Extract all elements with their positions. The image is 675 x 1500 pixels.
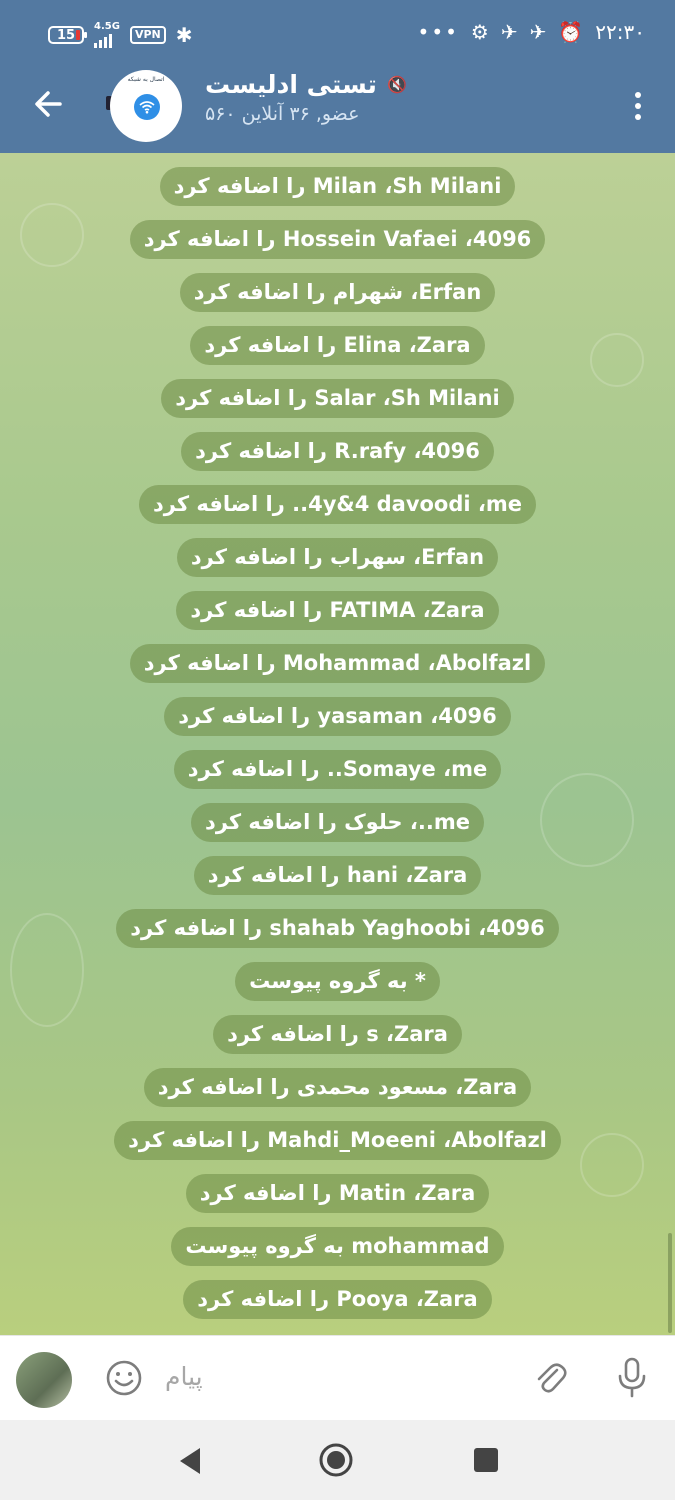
- airplane-icon: ✈: [500, 20, 518, 44]
- system-message[interactable]: Hossein Vafaei ،4096 را اضافه کرد: [130, 220, 546, 259]
- status-bar: [0, 0, 675, 70]
- chat-area[interactable]: [0, 153, 675, 1335]
- battery-icon: [48, 26, 84, 44]
- system-message[interactable]: Zara، مسعود محمدی را اضافه کرد: [144, 1068, 531, 1107]
- microphone-icon[interactable]: [612, 1356, 652, 1400]
- back-arrow-icon[interactable]: [30, 86, 66, 122]
- system-message[interactable]: R.rafy ،4096 را اضافه کرد: [181, 432, 494, 471]
- clock: ۲۲:۳۰: [595, 20, 645, 44]
- settings-icon: ⚙: [470, 20, 489, 44]
- vpn-badge: VPN: [130, 26, 166, 44]
- system-message[interactable]: s ،Zara را اضافه کرد: [213, 1015, 462, 1054]
- system-message[interactable]: Erfan، سهراب را اضافه کرد: [177, 538, 498, 577]
- wifi-icon: [134, 94, 160, 120]
- system-message[interactable]: shahab Yaghoobi ،4096 را اضافه کرد: [116, 909, 558, 948]
- bluetooth-icon: ✱: [175, 23, 193, 47]
- nav-back-icon[interactable]: [176, 1446, 204, 1476]
- system-message[interactable]: mohammad به گروه پیوست: [171, 1227, 503, 1266]
- emoji-icon[interactable]: [104, 1358, 144, 1398]
- more-options-icon[interactable]: [635, 92, 643, 120]
- system-message[interactable]: hani ،Zara را اضافه کرد: [194, 856, 482, 895]
- member-count: ۵۶۰ عضو, ۳۶ آنلاین: [205, 103, 360, 125]
- send-as-avatar[interactable]: [16, 1352, 72, 1408]
- system-message[interactable]: Matin ،Zara را اضافه کرد: [186, 1174, 490, 1213]
- system-message[interactable]: * به گروه پیوست: [235, 962, 440, 1001]
- battery-level: 15: [56, 27, 76, 43]
- signal-icon: [94, 22, 120, 48]
- system-message[interactable]: me..، حلوک را اضافه کرد: [191, 803, 484, 842]
- system-navigation-bar: [0, 1420, 675, 1500]
- system-message[interactable]: Pooya ،Zara را اضافه کرد: [183, 1280, 491, 1319]
- airplane-icon-2: ✈: [529, 20, 547, 44]
- nav-recents-icon[interactable]: [474, 1448, 498, 1472]
- message-list: [0, 167, 675, 1319]
- system-message[interactable]: Mohammad ،Abolfazl را اضافه کرد: [130, 644, 545, 683]
- system-message[interactable]: Mahdi_Moeeni ،Abolfazl را اضافه کرد: [114, 1121, 561, 1160]
- message-input-bar: [0, 1335, 675, 1421]
- group-avatar[interactable]: [110, 70, 182, 142]
- system-message[interactable]: FATIMA ،Zara را اضافه کرد: [176, 591, 498, 630]
- chat-header: [0, 0, 675, 153]
- system-message[interactable]: Somaye ،me.. را اضافه کرد: [174, 750, 501, 789]
- system-message[interactable]: Salar ،Sh Milani را اضافه کرد: [161, 379, 513, 418]
- message-input[interactable]: پیام: [165, 1362, 203, 1391]
- system-message[interactable]: 4y&4 davoodi ،me.. را اضافه کرد: [139, 485, 536, 524]
- system-message[interactable]: Erfan، شهرام را اضافه کرد: [180, 273, 496, 312]
- attach-icon[interactable]: [530, 1358, 570, 1398]
- chat-title: تستی ادلیست: [205, 70, 377, 99]
- system-message[interactable]: Elina ،Zara را اضافه کرد: [190, 326, 484, 365]
- alarm-off-icon: ⏰: [558, 20, 584, 44]
- chat-scrollbar[interactable]: [668, 1233, 672, 1333]
- more-notifications-icon: •••: [417, 20, 459, 44]
- network-type: 4.5G: [94, 21, 120, 32]
- chat-title-area[interactable]: [205, 70, 585, 125]
- system-message[interactable]: yasaman ،4096 را اضافه کرد: [164, 697, 510, 736]
- system-message[interactable]: Milan ،Sh Milani را اضافه کرد: [160, 167, 516, 206]
- mute-icon: 🔇: [386, 75, 407, 94]
- avatar-caption: اتصال به شبکه: [127, 76, 165, 83]
- nav-home-icon[interactable]: [318, 1442, 354, 1478]
